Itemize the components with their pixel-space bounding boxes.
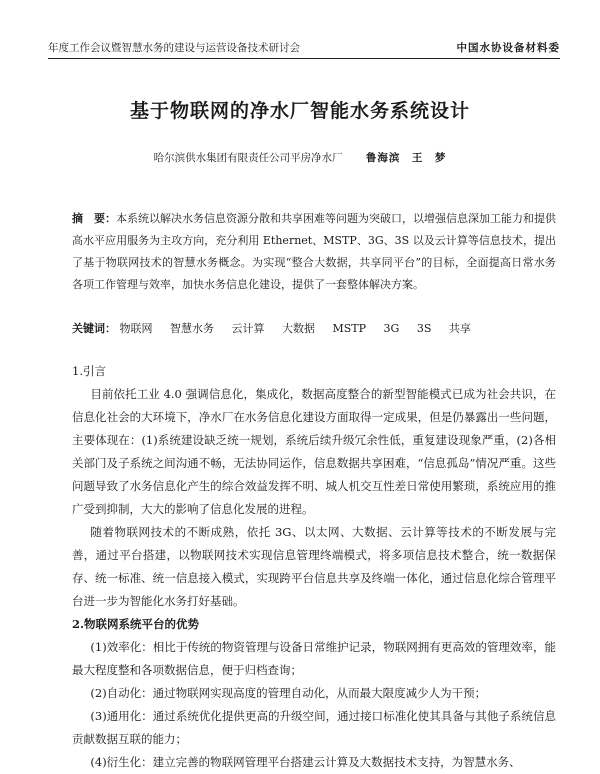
- paragraph: 目前依托工业 4.0 强调信息化，集成化，数据高度整合的新型智能模式已成为社会共识，在信息化社会的大环境下，净水厂在水务信息化建设方面取得一定成果，但是仍暴露出一些问题，主要体现在：(1)系统建设缺乏统一规划，系统后续升级冗余性低，重复建设现象严重，(2)各相关部门及子系统之间沟通不畅，无法协同运作，信息数据共享困难，“信息孤岛”情况严重。这些问题导致了水务信息化产生的综合效益发挥不明、城人机交互性差日常使用繁琐，系统应用的推广受到抑制，大大的影响了信息化发展的进程。: [72, 387, 556, 516]
- keyword: MSTP: [332, 322, 367, 335]
- author-names: 鲁海滨 王 梦: [365, 152, 447, 164]
- keywords-label: 关键词：: [72, 322, 116, 335]
- paper-title: 基于物联网的净水厂智能水务系统设计: [129, 100, 470, 122]
- list-item: (2)自动化：通过物联网实现高度的管理自动化，从而最大限度减少人为干预；: [90, 686, 487, 700]
- keyword: 物联网: [119, 322, 153, 335]
- abstract: [72, 208, 556, 296]
- keyword: 3G: [383, 322, 400, 335]
- keywords: [72, 320, 556, 338]
- paragraph: 随着物联网技术的不断成熟，依托 3G、以太网、大数据、云计算等技术的不断发展与完善，通过平台搭建，以物联网技术实现信息管理终端模式，将多项信息技术整合，统一数据保存、统一标准、统一信息接入模式，实现跨平台信息共享及终端一体化，通过信息化综合管理平台进一步为智能化水务打好基础。: [72, 525, 556, 608]
- section-heading-advantages: 2.物联网系统平台的优势: [72, 617, 200, 631]
- keyword: 云计算: [231, 322, 265, 335]
- list-item: (1)效率化：相比于传统的物资管理与设备日常维护记录，物联网拥有更高效的管理效率，能最大程度整和各项数据信息，便于归档查询；: [72, 640, 556, 677]
- keyword: 3S: [416, 322, 432, 335]
- affiliation: 哈尔滨供水集团有限责任公司平房净水厂: [153, 152, 343, 164]
- keyword: 大数据: [282, 322, 315, 335]
- section-heading-introduction: 1.引言: [72, 364, 106, 378]
- body-text: [72, 360, 556, 774]
- running-header: [48, 40, 560, 59]
- abstract-label: 摘 要：: [72, 212, 116, 225]
- header-committee: 中国水协设备材料委: [456, 42, 560, 54]
- list-item: (4)衍生化：建立完善的物联网管理平台搭建云计算及大数据技术支持，为智慧水务、: [90, 755, 521, 769]
- keyword: 共享: [448, 322, 471, 335]
- keyword: 智慧水务: [170, 322, 214, 335]
- header-conference: 年度工作会议暨智慧水务的建设与运营设备技术研讨会: [48, 42, 300, 54]
- abstract-text: 本系统以解决水务信息资源分散和共享困难等问题为突破口，以增强信息深加工能力和提供高水平应用服务为主攻方向，充分利用 Ethernet、MSTP、3G、3S 以及云计算等信息技术，提出了基于物联网技术的智慧水务概念。为实现“整合大数据，共享同平台”的目标，全面提高日常水务各项工作管理与效率，加快水务信息化建设，提供了一套整体解决方案。: [72, 212, 556, 291]
- author-line: [0, 150, 600, 165]
- list-item: (3)通用化：通过系统优化提供更高的升级空间，通过接口标准化使其具备与其他子系统信息贡献数据互联的能力；: [72, 709, 556, 746]
